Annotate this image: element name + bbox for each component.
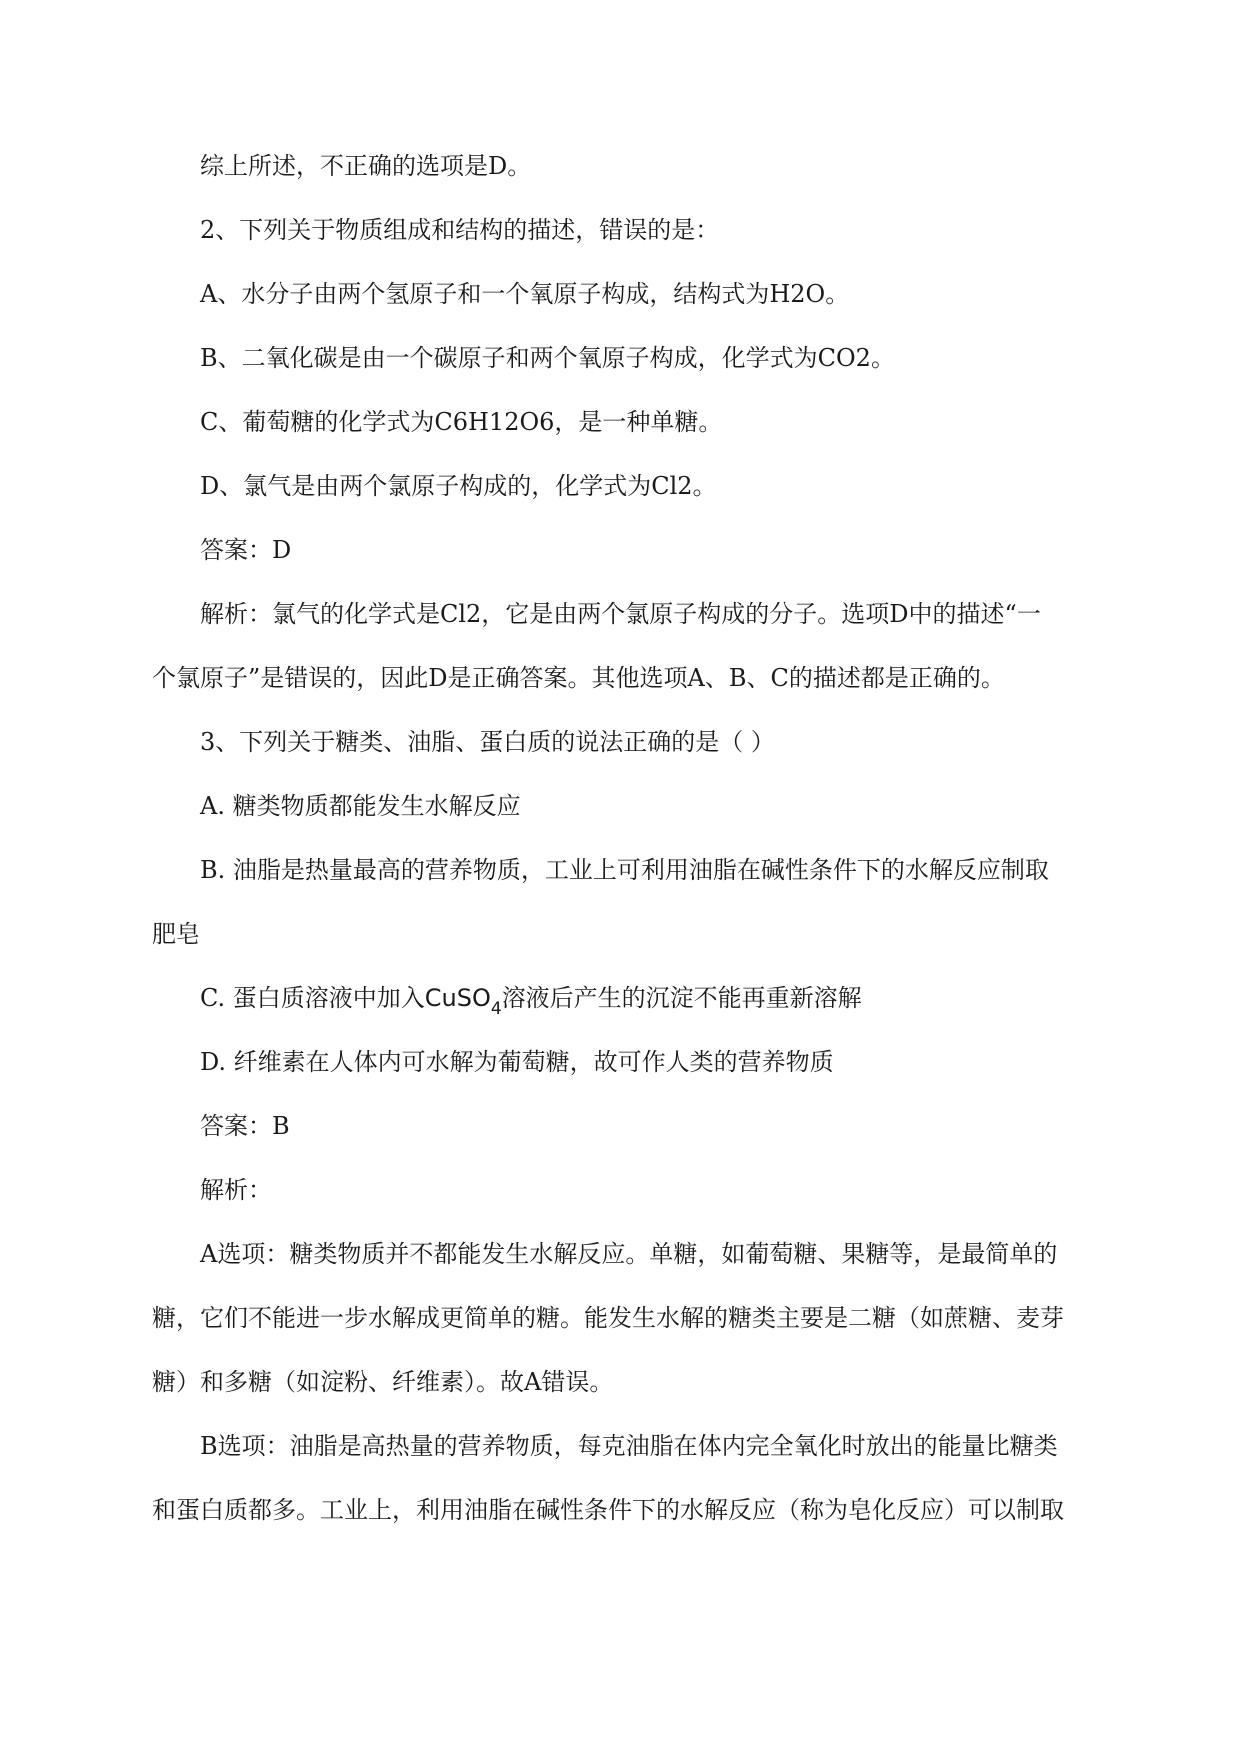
conclusion-line: 综上所述，不正确的选项是D。: [200, 152, 532, 180]
question-3-option-b-line-1: B. 油脂是热量最高的营养物质，工业上可利用油脂在碱性条件下的水解反应制取: [200, 856, 1049, 884]
question-2-option-a: A、水分子由两个氢原子和一个氧原子构成，结构式为H2O。: [200, 280, 850, 308]
question-3-analysis-heading: 解析：: [200, 1176, 272, 1204]
analysis-a-line-1: A选项：糖类物质并不都能发生水解反应。单糖，如葡萄糖、果糖等，是最简单的: [200, 1240, 1058, 1268]
question-3-stem: 3、下列关于糖类、油脂、蛋白质的说法正确的是（ ）: [200, 728, 775, 756]
question-2-analysis-line-1: 解析：氯气的化学式是Cl2，它是由两个氯原子构成的分子。选项D中的描述“一: [200, 600, 1041, 628]
copper-sulfate-formula: CuSO: [424, 984, 491, 1012]
question-3-answer: 答案：B: [200, 1112, 290, 1140]
question-2-option-c: C、葡萄糖的化学式为C6H12O6，是一种单糖。: [200, 408, 723, 436]
analysis-b-line-1: B选项：油脂是高热量的营养物质，每克油脂在体内完全氧化时放出的能量比糖类: [200, 1432, 1058, 1460]
question-3-option-a: A. 糖类物质都能发生水解反应: [200, 792, 521, 820]
question-2-option-b: B、二氧化碳是由一个碳原子和两个氧原子构成，化学式为CO2。: [200, 344, 895, 372]
question-2-answer: 答案：D: [200, 536, 292, 564]
analysis-a-line-3: 糖）和多糖（如淀粉、纤维素）。故A错误。: [152, 1368, 614, 1396]
question-2-analysis-line-2: 个氯原子”是错误的，因此D是正确答案。其他选项A、B、C的描述都是正确的。: [152, 664, 1005, 692]
option-c-prefix: C. 蛋白质溶液中加入: [200, 984, 425, 1012]
question-3-option-d: D. 纤维素在人体内可水解为葡萄糖，故可作人类的营养物质: [200, 1048, 834, 1076]
question-3-option-b-line-2: 肥皂: [152, 920, 200, 948]
question-3-option-c: [200, 982, 862, 1017]
analysis-a-line-2: 糖，它们不能进一步水解成更简单的糖。能发生水解的糖类主要是二糖（如蔗糖、麦芽: [152, 1304, 1064, 1332]
formula-subscript: 4: [490, 999, 502, 1019]
question-2-stem: 2、下列关于物质组成和结构的描述，错误的是：: [200, 216, 720, 244]
analysis-b-line-2: 和蛋白质都多。工业上，利用油脂在碱性条件下的水解反应（称为皂化反应）可以制取: [152, 1496, 1064, 1524]
question-2-option-d: D、氯气是由两个氯原子构成的，化学式为Cl2。: [200, 472, 717, 500]
option-c-suffix: 溶液后产生的沉淀不能再重新溶解: [501, 984, 862, 1012]
